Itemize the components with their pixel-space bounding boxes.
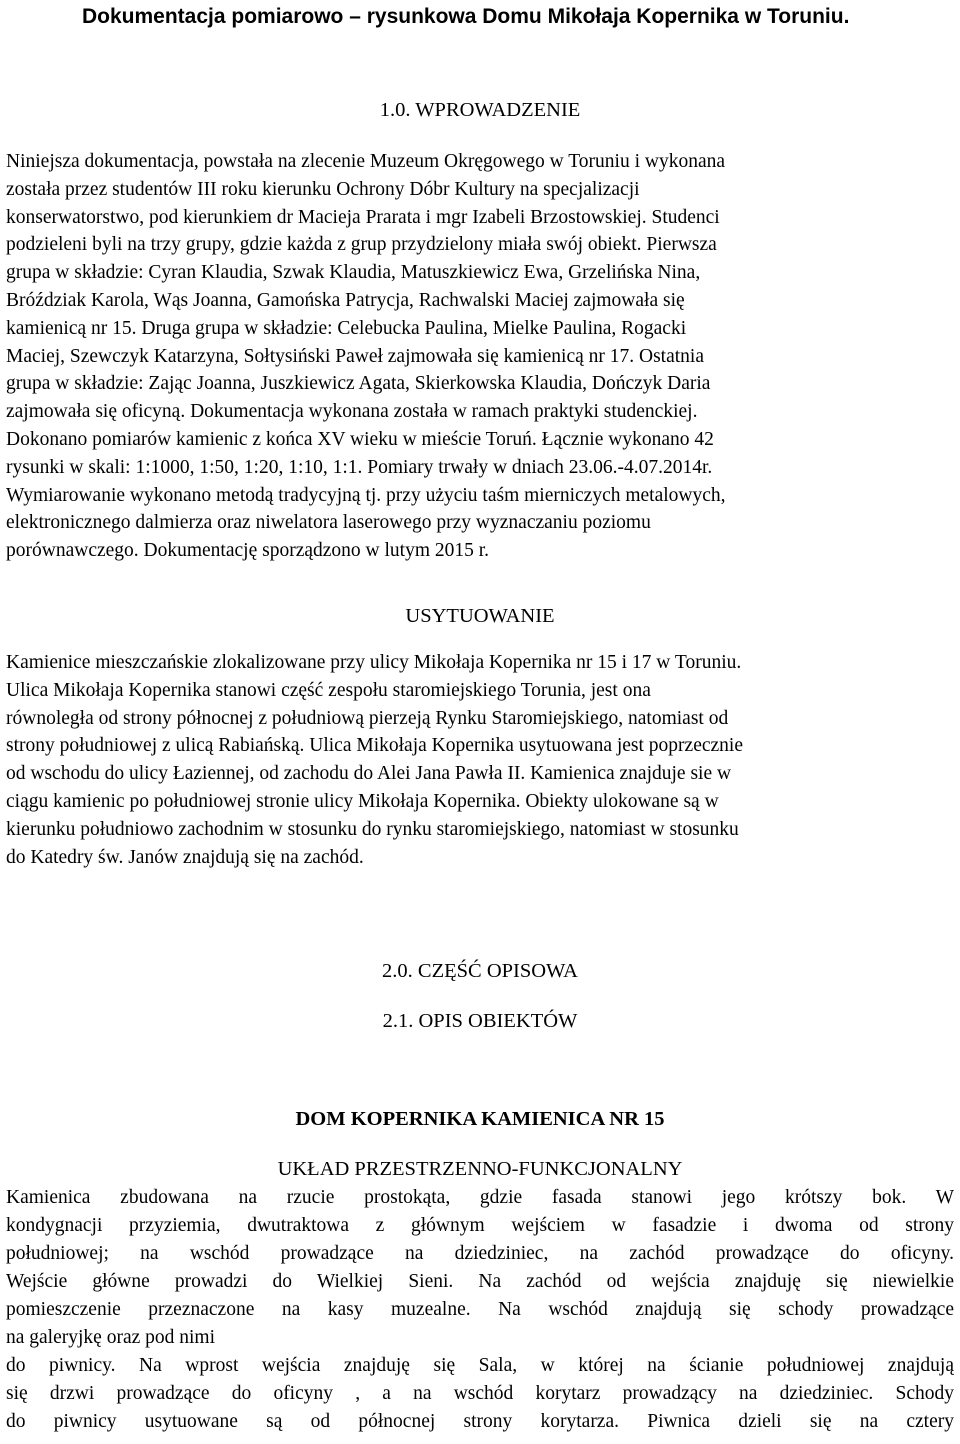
location-paragraph	[6, 649, 743, 871]
text-line: południowej; na wschód prowadzące na dziedziniec, na zachód prowadzące do oficyny.	[6, 1243, 954, 1264]
text-line: pomieszczenie przeznaczone na kasy muzealne. Na wschód znajdują się schody prowadzące	[6, 1299, 954, 1320]
text-line: została przez studentów III roku kierunku Ochrony Dóbr Kultury na specjalizacji	[6, 178, 640, 200]
text-line: konserwatorstwo, pod kierunkiem dr Macieja Prarata i mgr Izabeli Brzostowskiej. Studenci	[6, 206, 720, 228]
document-title: Dokumentacja pomiarowo – rysunkowa Domu Mikołaja Kopernika w Toruniu.	[82, 5, 850, 28]
text-line: porównawczego. Dokumentację sporządzono w lutym 2015 r.	[6, 540, 490, 562]
text-line: do piwnicy. Na wprost wejścia znajduję się Sala, w której na ścianie południowej znajdują	[6, 1355, 954, 1376]
text-line: Wymiarowanie wykonano metodą tradycyjną tj. przy użyciu taśm mierniczych metalowych,	[6, 484, 726, 506]
text-line: Ulica Mikołaja Kopernika stanowi część zespołu staromiejskiego Torunia, jest ona	[6, 679, 651, 701]
introduction-paragraph	[6, 148, 726, 565]
text-line: na galeryjkę oraz pod nimi	[6, 1327, 216, 1348]
text-line: Niniejsza dokumentacja, powstała na zlecenie Muzeum Okręgowego w Toruniu i wykonana	[6, 151, 726, 172]
text-line: Bróździak Karola, Wąs Joanna, Gamońska Patrycja, Rachwalski Maciej zajmowała się	[6, 289, 685, 311]
text-line: od wschodu do ulicy Łaziennej, od zachodu do Alei Jana Pawła II. Kamienica znajduje sie w	[6, 763, 732, 785]
section-heading-location: USYTUOWANIE	[405, 605, 555, 627]
text-line: rysunki w skali: 1:1000, 1:50, 1:20, 1:10, 1:1. Pomiary trwały w dniach 23.06.-4.07.2014r.	[6, 456, 713, 478]
text-line: podzieleni byli na trzy grupy, gdzie każda z grup przydzielony miała swój obiekt. Pierwsza	[6, 234, 717, 256]
text-line: kamienicą nr 15. Druga grupa w składzie: Celebucka Paulina, Mielke Paulina, Rogacki	[6, 317, 687, 339]
text-line: zajmowała się oficyną. Dokumentacja wykonana została w ramach praktyki studenckiej.	[6, 401, 698, 423]
text-line: do piwnicy usytuowane są od północnej strony korytarza. Piwnica dzieli się na cztery	[6, 1411, 954, 1432]
text-line: kierunku południowo zachodnim w stosunku do rynku staromiejskiego, natomiast w stosunku	[6, 818, 739, 840]
section-heading-descriptive-part: 2.0. CZĘŚĆ OPISOWA	[382, 960, 578, 982]
text-line: Kamienica zbudowana na rzucie prostokąta, gdzie fasada stanowi jego krótszy bok. W	[6, 1187, 954, 1208]
section-heading-object-description: 2.1. OPIS OBIEKTÓW	[382, 1010, 578, 1032]
text-line: do Katedry św. Janów znajdują się na zachód.	[6, 846, 364, 868]
text-line: ciągu kamienic po południowej stronie ulicy Mikołaja Kopernika. Obiekty ulokowane są w	[6, 790, 719, 812]
text-line: Kamienice mieszczańskie zlokalizowane przy ulicy Mikołaja Kopernika nr 15 i 17 w Toruniu.	[6, 652, 742, 673]
text-line: Wejście główne prowadzi do Wielkiej Sieni. Na zachód od wejścia znajduję się niewielkie	[6, 1271, 954, 1292]
layout-paragraph	[6, 1184, 954, 1436]
text-line: Dokonano pomiarów kamienic z końca XV wieku w mieście Toruń. Łącznie wykonano 42	[6, 428, 714, 450]
text-line: strony południowej z ulicą Rabiańską. Ulica Mikołaja Kopernika usytuowana jest poprzecznie	[6, 735, 743, 757]
layout-subheading: UKŁAD PRZESTRZENNO-FUNKCJONALNY	[277, 1158, 683, 1180]
text-line: Maciej, Szewczyk Katarzyna, Sołtysiński Paweł zajmowała się kamienicą nr 17. Ostatnia	[6, 345, 704, 367]
text-line: elektronicznego dalmierza oraz niwelatora laserowego przy wyznaczaniu poziomu	[6, 512, 651, 534]
text-line: się drzwi prowadzące do oficyny , a na wschód korytarz prowadzący na dziedziniec. Schody	[6, 1383, 954, 1404]
building-heading: DOM KOPERNIKA KAMIENICA NR 15	[295, 1108, 665, 1130]
text-line: grupa w składzie: Zając Joanna, Juszkiewicz Agata, Skierkowska Klaudia, Dończyk Daria	[6, 373, 711, 395]
document-page	[6, 0, 954, 1444]
section-heading-introduction: 1.0. WPROWADZENIE	[379, 99, 581, 121]
text-line: równoległa od strony północnej z południową pierzeją Rynku Staromiejskiego, natomiast od	[6, 707, 729, 729]
text-line: grupa w składzie: Cyran Klaudia, Szwak Klaudia, Matuszkiewicz Ewa, Grzelińska Nina,	[6, 262, 701, 284]
text-line: kondygnacji przyziemia, dwutraktowa z głównym wejściem w fasadzie i dwoma od strony	[6, 1215, 954, 1236]
